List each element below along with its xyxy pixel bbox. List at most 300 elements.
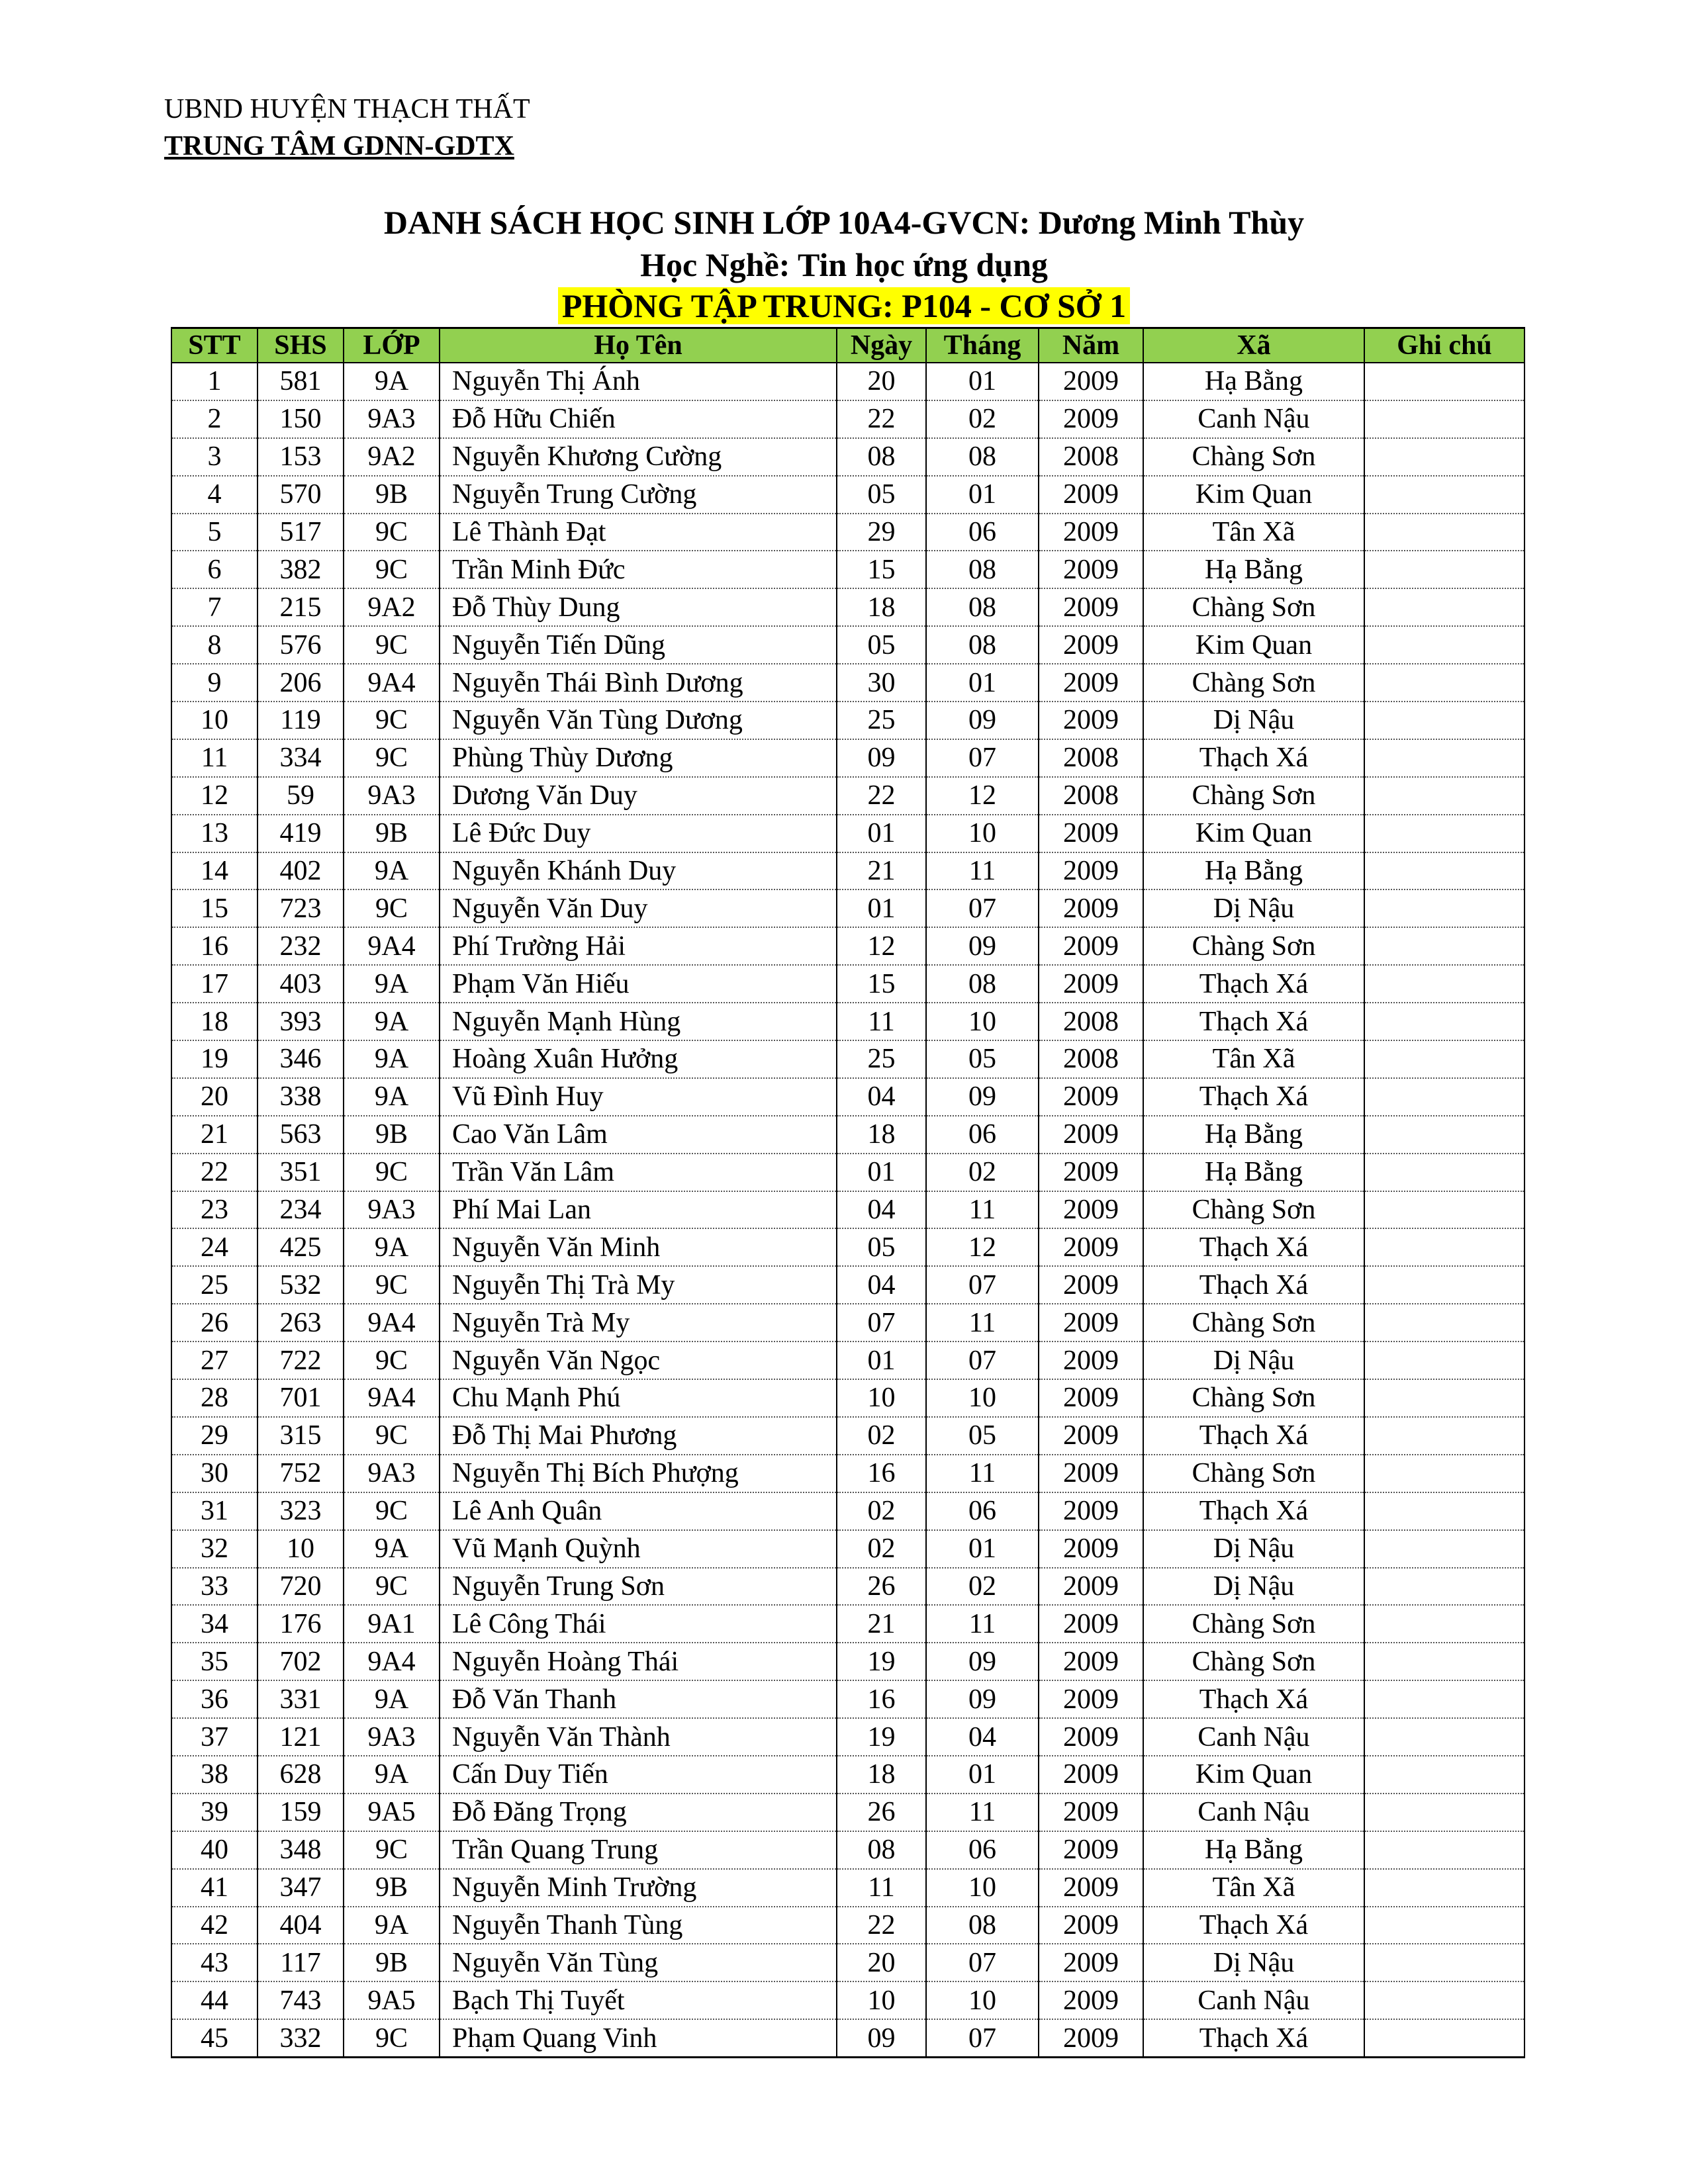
- cell-year: 2009: [1039, 965, 1143, 1003]
- cell-notes: [1364, 588, 1524, 626]
- cell-class: 9A2: [344, 588, 440, 626]
- cell-stt: 31: [171, 1492, 258, 1530]
- table-row: [171, 1718, 1524, 1756]
- cell-month: 06: [926, 1492, 1039, 1530]
- cell-class: 9A3: [344, 1718, 440, 1756]
- table-row: [171, 852, 1524, 890]
- cell-day: 11: [837, 1869, 926, 1907]
- cell-class: 9C: [344, 702, 440, 739]
- cell-full-name: Trần Văn Lâm: [440, 1154, 837, 1191]
- cell-class: 9A: [344, 852, 440, 890]
- cell-stt: 36: [171, 1680, 258, 1718]
- cell-day: 08: [837, 438, 926, 476]
- cell-full-name: Nguyễn Minh Trường: [440, 1869, 837, 1907]
- cell-day: 18: [837, 1756, 926, 1794]
- cell-day: 29: [837, 514, 926, 551]
- cell-month: 08: [926, 965, 1039, 1003]
- cell-stt: 14: [171, 852, 258, 890]
- cell-stt: 27: [171, 1342, 258, 1379]
- cell-full-name: Nguyễn Thị Trà My: [440, 1266, 837, 1304]
- cell-shs: 393: [258, 1003, 344, 1040]
- cell-stt: 42: [171, 1907, 258, 1944]
- cell-day: 25: [837, 1040, 926, 1078]
- cell-year: 2009: [1039, 2019, 1143, 2057]
- cell-shs: 334: [258, 739, 344, 777]
- table-row: [171, 626, 1524, 664]
- cell-month: 09: [926, 1078, 1039, 1116]
- cell-year: 2008: [1039, 739, 1143, 777]
- cell-class: 9A4: [344, 927, 440, 965]
- cell-full-name: Nguyễn Thị Bích Phượng: [440, 1455, 837, 1492]
- cell-month: 11: [926, 1304, 1039, 1342]
- cell-day: 18: [837, 588, 926, 626]
- cell-notes: [1364, 1304, 1524, 1342]
- cell-day: 26: [837, 1794, 926, 1831]
- cell-commune: Chàng Sơn: [1143, 1304, 1364, 1342]
- cell-shs: 403: [258, 965, 344, 1003]
- cell-commune: Thạch Xá: [1143, 739, 1364, 777]
- cell-month: 01: [926, 1530, 1039, 1568]
- table-row: [171, 664, 1524, 702]
- cell-commune: Chàng Sơn: [1143, 1191, 1364, 1229]
- table-row: [171, 1228, 1524, 1266]
- table-row: [171, 1191, 1524, 1229]
- cell-shs: 346: [258, 1040, 344, 1078]
- cell-class: 9B: [344, 476, 440, 514]
- table-row: [171, 1869, 1524, 1907]
- cell-notes: [1364, 514, 1524, 551]
- table-row: [171, 1304, 1524, 1342]
- cell-day: 04: [837, 1191, 926, 1229]
- cell-shs: 117: [258, 1944, 344, 1981]
- cell-notes: [1364, 1643, 1524, 1680]
- cell-year: 2009: [1039, 1530, 1143, 1568]
- cell-notes: [1364, 1379, 1524, 1417]
- cell-full-name: Nguyễn Thanh Tùng: [440, 1907, 837, 1944]
- cell-full-name: Chu Mạnh Phú: [440, 1379, 837, 1417]
- cell-commune: Dị Nậu: [1143, 1568, 1364, 1606]
- cell-shs: 404: [258, 1907, 344, 1944]
- header-row: [171, 328, 1524, 363]
- cell-notes: [1364, 1003, 1524, 1040]
- table-row: [171, 1379, 1524, 1417]
- org-name: UBND HUYỆN THẠCH THẤT: [164, 94, 530, 124]
- cell-shs: 263: [258, 1304, 344, 1342]
- cell-month: 07: [926, 1266, 1039, 1304]
- cell-month: 08: [926, 1907, 1039, 1944]
- cell-commune: Tân Xã: [1143, 1869, 1364, 1907]
- cell-class: 9C: [344, 2019, 440, 2057]
- cell-class: 9C: [344, 514, 440, 551]
- cell-notes: [1364, 739, 1524, 777]
- cell-class: 9B: [344, 1869, 440, 1907]
- cell-month: 09: [926, 927, 1039, 965]
- cell-stt: 8: [171, 626, 258, 664]
- cell-month: 07: [926, 1944, 1039, 1981]
- cell-stt: 45: [171, 2019, 258, 2057]
- table-row: [171, 889, 1524, 927]
- cell-notes: [1364, 927, 1524, 965]
- cell-shs: 722: [258, 1342, 344, 1379]
- cell-shs: 323: [258, 1492, 344, 1530]
- cell-full-name: Nguyễn Văn Thành: [440, 1718, 837, 1756]
- table-row: [171, 400, 1524, 438]
- cell-full-name: Trần Quang Trung: [440, 1831, 837, 1869]
- cell-class: 9B: [344, 1116, 440, 1154]
- cell-month: 12: [926, 1228, 1039, 1266]
- cell-commune: Dị Nậu: [1143, 1342, 1364, 1379]
- cell-month: 09: [926, 702, 1039, 739]
- cell-commune: Thạch Xá: [1143, 1228, 1364, 1266]
- cell-day: 10: [837, 1379, 926, 1417]
- cell-day: 16: [837, 1680, 926, 1718]
- cell-shs: 10: [258, 1530, 344, 1568]
- cell-class: 9C: [344, 1568, 440, 1606]
- cell-notes: [1364, 1718, 1524, 1756]
- cell-year: 2009: [1039, 927, 1143, 965]
- cell-full-name: Đỗ Đăng Trọng: [440, 1794, 837, 1831]
- column-header-class: LỚP: [344, 328, 440, 363]
- cell-day: 22: [837, 1907, 926, 1944]
- cell-shs: 232: [258, 927, 344, 965]
- cell-day: 26: [837, 1568, 926, 1606]
- cell-shs: 702: [258, 1643, 344, 1680]
- table-row: [171, 1492, 1524, 1530]
- cell-stt: 39: [171, 1794, 258, 1831]
- cell-day: 04: [837, 1078, 926, 1116]
- cell-stt: 35: [171, 1643, 258, 1680]
- cell-day: 07: [837, 1304, 926, 1342]
- cell-month: 09: [926, 1643, 1039, 1680]
- cell-stt: 17: [171, 965, 258, 1003]
- cell-day: 16: [837, 1455, 926, 1492]
- table-row: [171, 739, 1524, 777]
- cell-stt: 10: [171, 702, 258, 739]
- cell-class: 9A1: [344, 1605, 440, 1643]
- cell-stt: 20: [171, 1078, 258, 1116]
- cell-shs: 338: [258, 1078, 344, 1116]
- cell-notes: [1364, 1191, 1524, 1229]
- cell-commune: Kim Quan: [1143, 1756, 1364, 1794]
- cell-class: 9A5: [344, 1794, 440, 1831]
- cell-stt: 6: [171, 551, 258, 588]
- cell-month: 11: [926, 1455, 1039, 1492]
- cell-stt: 38: [171, 1756, 258, 1794]
- cell-year: 2009: [1039, 1191, 1143, 1229]
- cell-stt: 18: [171, 1003, 258, 1040]
- cell-shs: 234: [258, 1191, 344, 1229]
- cell-year: 2009: [1039, 1304, 1143, 1342]
- cell-notes: [1364, 702, 1524, 739]
- cell-notes: [1364, 852, 1524, 890]
- cell-shs: 347: [258, 1869, 344, 1907]
- cell-year: 2009: [1039, 1266, 1143, 1304]
- cell-full-name: Lê Đức Duy: [440, 815, 837, 852]
- cell-month: 10: [926, 815, 1039, 852]
- cell-notes: [1364, 1568, 1524, 1606]
- cell-stt: 5: [171, 514, 258, 551]
- cell-commune: Hạ Bằng: [1143, 551, 1364, 588]
- cell-class: 9A4: [344, 1643, 440, 1680]
- cell-month: 10: [926, 1003, 1039, 1040]
- cell-notes: [1364, 1794, 1524, 1831]
- cell-month: 02: [926, 1154, 1039, 1191]
- table-row: [171, 1831, 1524, 1869]
- cell-month: 07: [926, 739, 1039, 777]
- cell-month: 12: [926, 777, 1039, 815]
- cell-full-name: Cấn Duy Tiến: [440, 1756, 837, 1794]
- cell-stt: 7: [171, 588, 258, 626]
- cell-commune: Dị Nậu: [1143, 702, 1364, 739]
- cell-full-name: Nguyễn Tiến Dũng: [440, 626, 837, 664]
- table-row: [171, 1907, 1524, 1944]
- cell-commune: Thạch Xá: [1143, 1907, 1364, 1944]
- cell-day: 12: [837, 927, 926, 965]
- cell-day: 09: [837, 2019, 926, 2057]
- cell-month: 04: [926, 1718, 1039, 1756]
- cell-year: 2009: [1039, 1379, 1143, 1417]
- cell-commune: Chàng Sơn: [1143, 927, 1364, 965]
- cell-day: 11: [837, 1003, 926, 1040]
- cell-commune: Dị Nậu: [1143, 1944, 1364, 1981]
- cell-class: 9C: [344, 626, 440, 664]
- cell-notes: [1364, 815, 1524, 852]
- cell-month: 08: [926, 551, 1039, 588]
- cell-shs: 720: [258, 1568, 344, 1606]
- cell-full-name: Phí Mai Lan: [440, 1191, 837, 1229]
- table-header: [171, 328, 1524, 363]
- cell-day: 02: [837, 1530, 926, 1568]
- column-header-commune: Xã: [1143, 328, 1364, 363]
- cell-class: 9A3: [344, 777, 440, 815]
- cell-year: 2009: [1039, 1568, 1143, 1606]
- cell-commune: Hạ Bằng: [1143, 1154, 1364, 1191]
- cell-full-name: Nguyễn Thị Ánh: [440, 363, 837, 400]
- cell-month: 05: [926, 1040, 1039, 1078]
- table-row: [171, 965, 1524, 1003]
- cell-stt: 33: [171, 1568, 258, 1606]
- cell-notes: [1364, 1455, 1524, 1492]
- document-title: DANH SÁCH HỌC SINH LỚP 10A4-GVCN: Dương Minh Thùy: [383, 204, 1305, 241]
- cell-commune: Thạch Xá: [1143, 1003, 1364, 1040]
- cell-commune: Canh Nậu: [1143, 1794, 1364, 1831]
- column-header-full-name: Họ Tên: [440, 328, 837, 363]
- column-header-shs: SHS: [258, 328, 344, 363]
- table-row: [171, 514, 1524, 551]
- cell-day: 19: [837, 1718, 926, 1756]
- cell-full-name: Trần Minh Đức: [440, 551, 837, 588]
- cell-year: 2009: [1039, 1228, 1143, 1266]
- cell-month: 08: [926, 438, 1039, 476]
- table-row: [171, 2019, 1524, 2057]
- cell-day: 19: [837, 1643, 926, 1680]
- cell-notes: [1364, 1266, 1524, 1304]
- cell-shs: 153: [258, 438, 344, 476]
- table-row: [171, 1003, 1524, 1040]
- cell-month: 08: [926, 626, 1039, 664]
- cell-stt: 12: [171, 777, 258, 815]
- cell-class: 9A: [344, 1756, 440, 1794]
- cell-class: 9A: [344, 363, 440, 400]
- cell-year: 2009: [1039, 476, 1143, 514]
- cell-shs: 581: [258, 363, 344, 400]
- cell-full-name: Phí Trường Hải: [440, 927, 837, 965]
- cell-shs: 331: [258, 1680, 344, 1718]
- cell-year: 2009: [1039, 1492, 1143, 1530]
- cell-notes: [1364, 1680, 1524, 1718]
- cell-notes: [1364, 1342, 1524, 1379]
- cell-shs: 743: [258, 1981, 344, 2019]
- cell-day: 01: [837, 1154, 926, 1191]
- cell-full-name: Nguyễn Thái Bình Dương: [440, 664, 837, 702]
- cell-day: 05: [837, 476, 926, 514]
- cell-full-name: Phạm Văn Hiếu: [440, 965, 837, 1003]
- cell-commune: Chàng Sơn: [1143, 438, 1364, 476]
- cell-class: 9A: [344, 1003, 440, 1040]
- cell-month: 08: [926, 588, 1039, 626]
- cell-month: 11: [926, 852, 1039, 890]
- cell-shs: 176: [258, 1605, 344, 1643]
- cell-stt: 19: [171, 1040, 258, 1078]
- cell-year: 2009: [1039, 1718, 1143, 1756]
- cell-full-name: Nguyễn Mạnh Hùng: [440, 1003, 837, 1040]
- cell-notes: [1364, 1078, 1524, 1116]
- cell-month: 01: [926, 363, 1039, 400]
- column-header-stt: STT: [171, 328, 258, 363]
- cell-month: 07: [926, 889, 1039, 927]
- cell-full-name: Bạch Thị Tuyết: [440, 1981, 837, 2019]
- column-header-notes: Ghi chú: [1364, 328, 1524, 363]
- cell-full-name: Đỗ Hữu Chiến: [440, 400, 837, 438]
- cell-year: 2009: [1039, 363, 1143, 400]
- table-row: [171, 1568, 1524, 1606]
- cell-stt: 43: [171, 1944, 258, 1981]
- cell-full-name: Đỗ Thùy Dung: [440, 588, 837, 626]
- cell-class: 9B: [344, 1944, 440, 1981]
- cell-full-name: Phạm Quang Vinh: [440, 2019, 837, 2057]
- cell-year: 2008: [1039, 1003, 1143, 1040]
- cell-stt: 40: [171, 1831, 258, 1869]
- table-row: [171, 1154, 1524, 1191]
- cell-commune: Canh Nậu: [1143, 400, 1364, 438]
- cell-shs: 752: [258, 1455, 344, 1492]
- table-row: [171, 1266, 1524, 1304]
- cell-commune: Chàng Sơn: [1143, 588, 1364, 626]
- cell-year: 2009: [1039, 1869, 1143, 1907]
- cell-notes: [1364, 476, 1524, 514]
- cell-class: 9A5: [344, 1981, 440, 2019]
- cell-year: 2009: [1039, 514, 1143, 551]
- cell-shs: 402: [258, 852, 344, 890]
- cell-commune: Chàng Sơn: [1143, 777, 1364, 815]
- cell-day: 10: [837, 1981, 926, 2019]
- cell-commune: Thạch Xá: [1143, 1266, 1364, 1304]
- cell-notes: [1364, 1530, 1524, 1568]
- table-row: [171, 927, 1524, 965]
- cell-full-name: Nguyễn Khương Cường: [440, 438, 837, 476]
- cell-notes: [1364, 1869, 1524, 1907]
- cell-notes: [1364, 438, 1524, 476]
- cell-class: 9C: [344, 1342, 440, 1379]
- table-row: [171, 1530, 1524, 1568]
- cell-shs: 563: [258, 1116, 344, 1154]
- cell-class: 9C: [344, 1154, 440, 1191]
- cell-notes: [1364, 1492, 1524, 1530]
- cell-shs: 159: [258, 1794, 344, 1831]
- cell-month: 10: [926, 1379, 1039, 1417]
- cell-shs: 351: [258, 1154, 344, 1191]
- cell-commune: Tân Xã: [1143, 514, 1364, 551]
- cell-year: 2009: [1039, 1680, 1143, 1718]
- cell-commune: Thạch Xá: [1143, 1492, 1364, 1530]
- cell-month: 06: [926, 514, 1039, 551]
- cell-full-name: Nguyễn Văn Duy: [440, 889, 837, 927]
- cell-stt: 16: [171, 927, 258, 965]
- cell-year: 2009: [1039, 852, 1143, 890]
- table-row: [171, 588, 1524, 626]
- cell-full-name: Nguyễn Văn Minh: [440, 1228, 837, 1266]
- cell-commune: Chàng Sơn: [1143, 1643, 1364, 1680]
- cell-year: 2009: [1039, 889, 1143, 927]
- table-row: [171, 1680, 1524, 1718]
- cell-commune: Thạch Xá: [1143, 1680, 1364, 1718]
- document-subtitle: Học Nghề: Tin học ứng dụng: [640, 246, 1048, 283]
- cell-day: 25: [837, 702, 926, 739]
- cell-commune: Thạch Xá: [1143, 2019, 1364, 2057]
- cell-stt: 9: [171, 664, 258, 702]
- cell-shs: 121: [258, 1718, 344, 1756]
- cell-year: 2009: [1039, 1078, 1143, 1116]
- cell-full-name: Đỗ Văn Thanh: [440, 1680, 837, 1718]
- cell-class: 9C: [344, 1417, 440, 1455]
- cell-stt: 4: [171, 476, 258, 514]
- cell-day: 05: [837, 1228, 926, 1266]
- cell-year: 2009: [1039, 551, 1143, 588]
- cell-day: 01: [837, 889, 926, 927]
- cell-full-name: Nguyễn Hoàng Thái: [440, 1643, 837, 1680]
- cell-day: 20: [837, 1944, 926, 1981]
- cell-shs: 59: [258, 777, 344, 815]
- cell-shs: 425: [258, 1228, 344, 1266]
- cell-stt: 34: [171, 1605, 258, 1643]
- cell-full-name: Hoàng Xuân Hưởng: [440, 1040, 837, 1078]
- cell-full-name: Vũ Đình Huy: [440, 1078, 837, 1116]
- cell-notes: [1364, 664, 1524, 702]
- cell-class: 9A4: [344, 1379, 440, 1417]
- table-row: [171, 1756, 1524, 1794]
- cell-year: 2009: [1039, 1116, 1143, 1154]
- cell-year: 2008: [1039, 777, 1143, 815]
- cell-stt: 32: [171, 1530, 258, 1568]
- cell-shs: 150: [258, 400, 344, 438]
- cell-day: 04: [837, 1266, 926, 1304]
- cell-year: 2009: [1039, 588, 1143, 626]
- cell-commune: Dị Nậu: [1143, 889, 1364, 927]
- cell-class: 9A3: [344, 400, 440, 438]
- table-row: [171, 1040, 1524, 1078]
- table-row: [171, 438, 1524, 476]
- cell-notes: [1364, 551, 1524, 588]
- cell-class: 9A2: [344, 438, 440, 476]
- cell-class: 9A: [344, 1040, 440, 1078]
- cell-notes: [1364, 965, 1524, 1003]
- cell-day: 21: [837, 852, 926, 890]
- cell-full-name: Nguyễn Văn Tùng: [440, 1944, 837, 1981]
- cell-shs: 723: [258, 889, 344, 927]
- cell-day: 05: [837, 626, 926, 664]
- cell-commune: Hạ Bằng: [1143, 852, 1364, 890]
- cell-shs: 419: [258, 815, 344, 852]
